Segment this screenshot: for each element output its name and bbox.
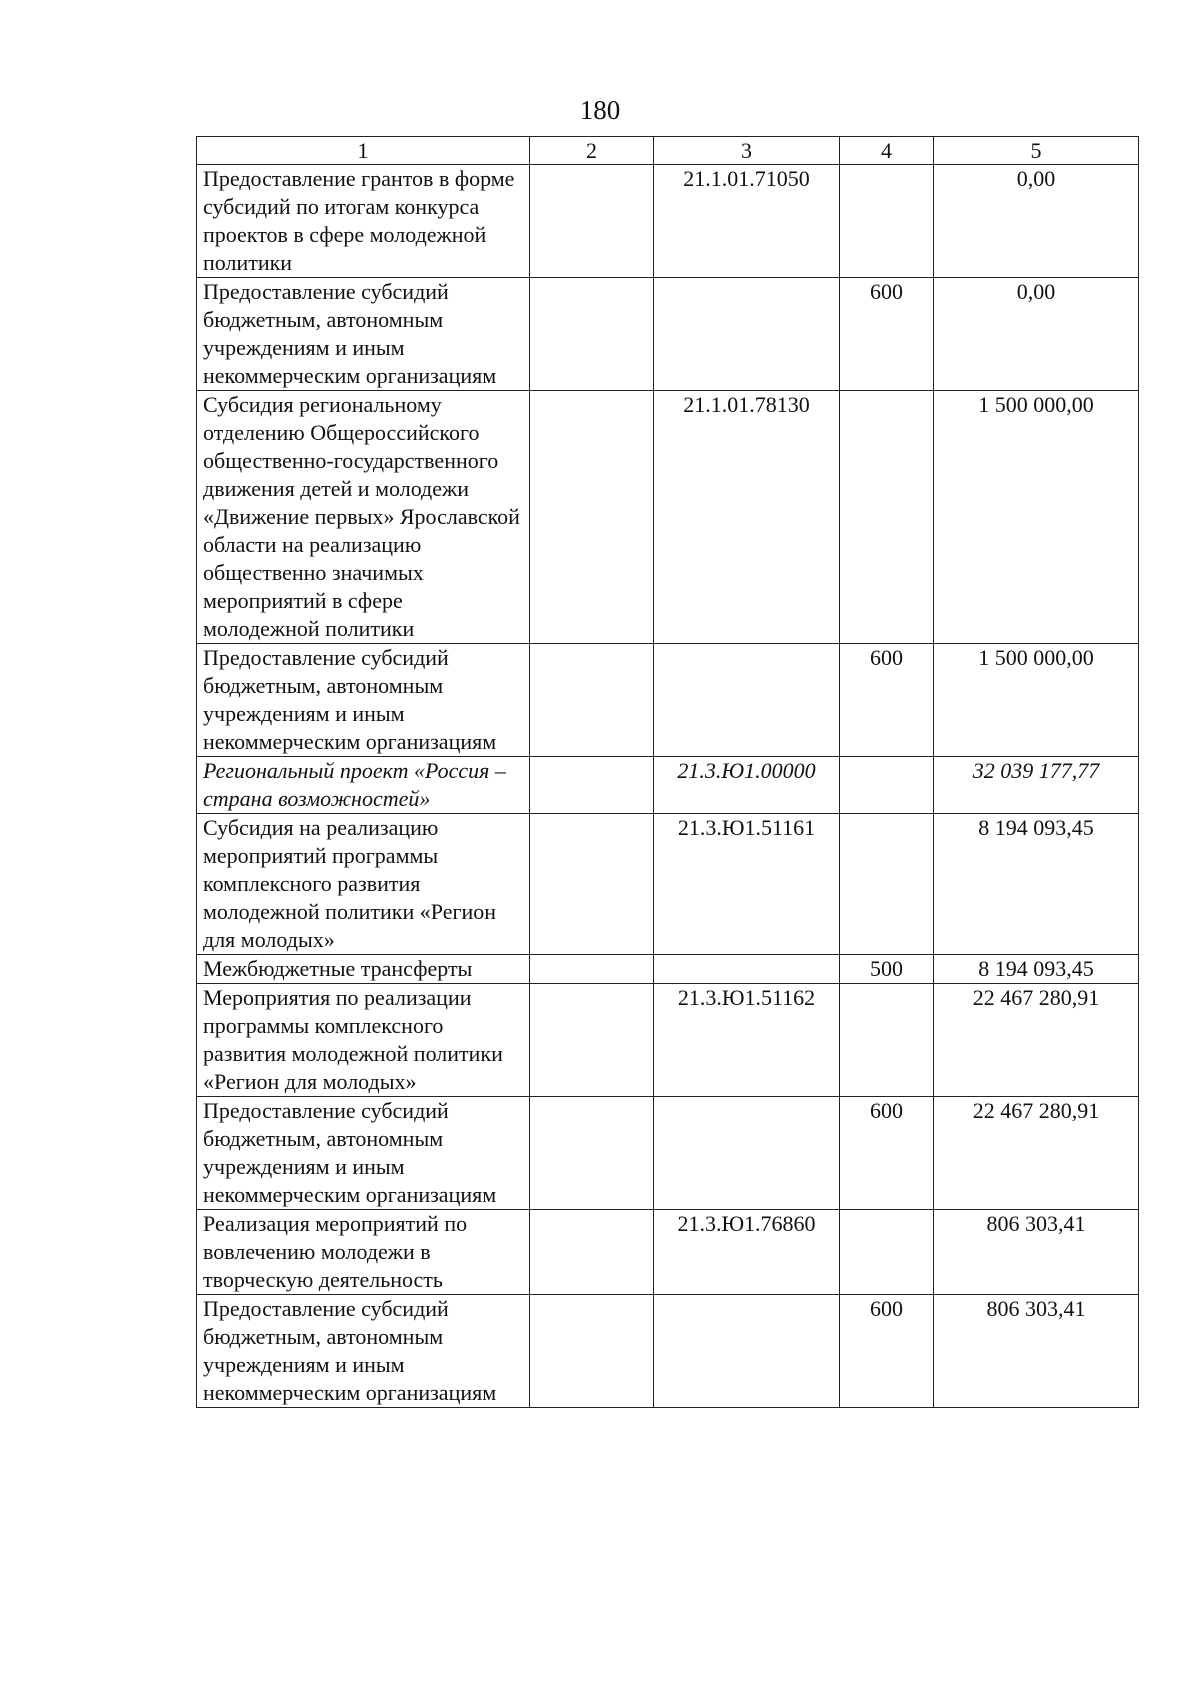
row-amount-cell: 1 500 000,00 (934, 644, 1139, 757)
row-name-cell: Региональный проект «Россия – страна возможностей» (197, 757, 530, 814)
row-code-cell: 21.1.01.71050 (654, 165, 840, 278)
row-expense-type-cell: 600 (840, 1097, 934, 1210)
row-expense-type-cell (840, 814, 934, 955)
row-amount-cell: 22 467 280,91 (934, 984, 1139, 1097)
row-code-cell (654, 1097, 840, 1210)
row-code-cell: 21.3.Ю1.51161 (654, 814, 840, 955)
row-amount-cell: 1 500 000,00 (934, 391, 1139, 644)
column-header: 1 (197, 137, 530, 165)
row-code-cell: 21.3.Ю1.00000 (654, 757, 840, 814)
row-name-cell: Мероприятия по реализации программы комплексного развития молодежной политики «Регион для молодых» (197, 984, 530, 1097)
row-name-cell: Предоставление субсидий бюджетным, автономным учреждениям и иным некоммерческим организациям (197, 644, 530, 757)
row-name-cell: Субсидия на реализацию мероприятий программы комплексного развития молодежной политики «Регион для молодых» (197, 814, 530, 955)
table-header-row (197, 137, 1139, 165)
row-empty-cell (530, 1210, 654, 1295)
table-row (197, 391, 1139, 644)
row-expense-type-cell: 600 (840, 1295, 934, 1408)
table-row (197, 644, 1139, 757)
page-number: 180 (579, 95, 621, 125)
row-expense-type-cell (840, 1210, 934, 1295)
row-expense-type-cell: 600 (840, 644, 934, 757)
row-name-cell: Субсидия региональному отделению Общероссийского общественно-государственного движения детей и молодежи «Движение первых» Ярославской области на реализацию общественно значимых мероприятий в сфере молодежной политики (197, 391, 530, 644)
row-name-cell: Предоставление субсидий бюджетным, автономным учреждениям и иным некоммерческим организациям (197, 1295, 530, 1408)
row-expense-type-cell (840, 391, 934, 644)
table-body (197, 165, 1139, 1408)
row-name-cell: Межбюджетные трансферты (197, 955, 530, 984)
column-header: 5 (934, 137, 1139, 165)
row-expense-type-cell: 500 (840, 955, 934, 984)
row-expense-type-cell (840, 757, 934, 814)
row-empty-cell (530, 955, 654, 984)
budget-table (196, 136, 1139, 1408)
row-amount-cell: 8 194 093,45 (934, 814, 1139, 955)
row-name-cell: Реализация мероприятий по вовлечению молодежи в творческую деятельность (197, 1210, 530, 1295)
row-code-cell (654, 955, 840, 984)
row-empty-cell (530, 757, 654, 814)
row-empty-cell (530, 644, 654, 757)
row-code-cell (654, 644, 840, 757)
row-name-cell: Предоставление грантов в форме субсидий по итогам конкурса проектов в сфере молодежной политики (197, 165, 530, 278)
row-empty-cell (530, 165, 654, 278)
row-code-cell: 21.3.Ю1.76860 (654, 1210, 840, 1295)
row-expense-type-cell (840, 984, 934, 1097)
table-row (197, 1097, 1139, 1210)
row-expense-type-cell (840, 165, 934, 278)
row-empty-cell (530, 1097, 654, 1210)
table-row (197, 278, 1139, 391)
row-empty-cell (530, 984, 654, 1097)
table-row (197, 1210, 1139, 1295)
table-row (197, 165, 1139, 278)
column-header: 3 (654, 137, 840, 165)
row-expense-type-cell: 600 (840, 278, 934, 391)
column-header: 4 (840, 137, 934, 165)
row-empty-cell (530, 391, 654, 644)
row-empty-cell (530, 278, 654, 391)
row-amount-cell: 0,00 (934, 278, 1139, 391)
row-code-cell: 21.3.Ю1.51162 (654, 984, 840, 1097)
table-row (197, 955, 1139, 984)
row-amount-cell: 806 303,41 (934, 1210, 1139, 1295)
row-code-cell (654, 1295, 840, 1408)
row-amount-cell: 22 467 280,91 (934, 1097, 1139, 1210)
table-row (197, 814, 1139, 955)
row-empty-cell (530, 1295, 654, 1408)
column-header: 2 (530, 137, 654, 165)
row-amount-cell: 0,00 (934, 165, 1139, 278)
table-row (197, 757, 1139, 814)
table-row (197, 1295, 1139, 1408)
row-amount-cell: 32 039 177,77 (934, 757, 1139, 814)
table-row (197, 984, 1139, 1097)
row-empty-cell (530, 814, 654, 955)
row-name-cell: Предоставление субсидий бюджетным, автономным учреждениям и иным некоммерческим организациям (197, 1097, 530, 1210)
row-amount-cell: 8 194 093,45 (934, 955, 1139, 984)
row-name-cell: Предоставление субсидий бюджетным, автономным учреждениям и иным некоммерческим организациям (197, 278, 530, 391)
row-code-cell (654, 278, 840, 391)
row-amount-cell: 806 303,41 (934, 1295, 1139, 1408)
row-code-cell: 21.1.01.78130 (654, 391, 840, 644)
